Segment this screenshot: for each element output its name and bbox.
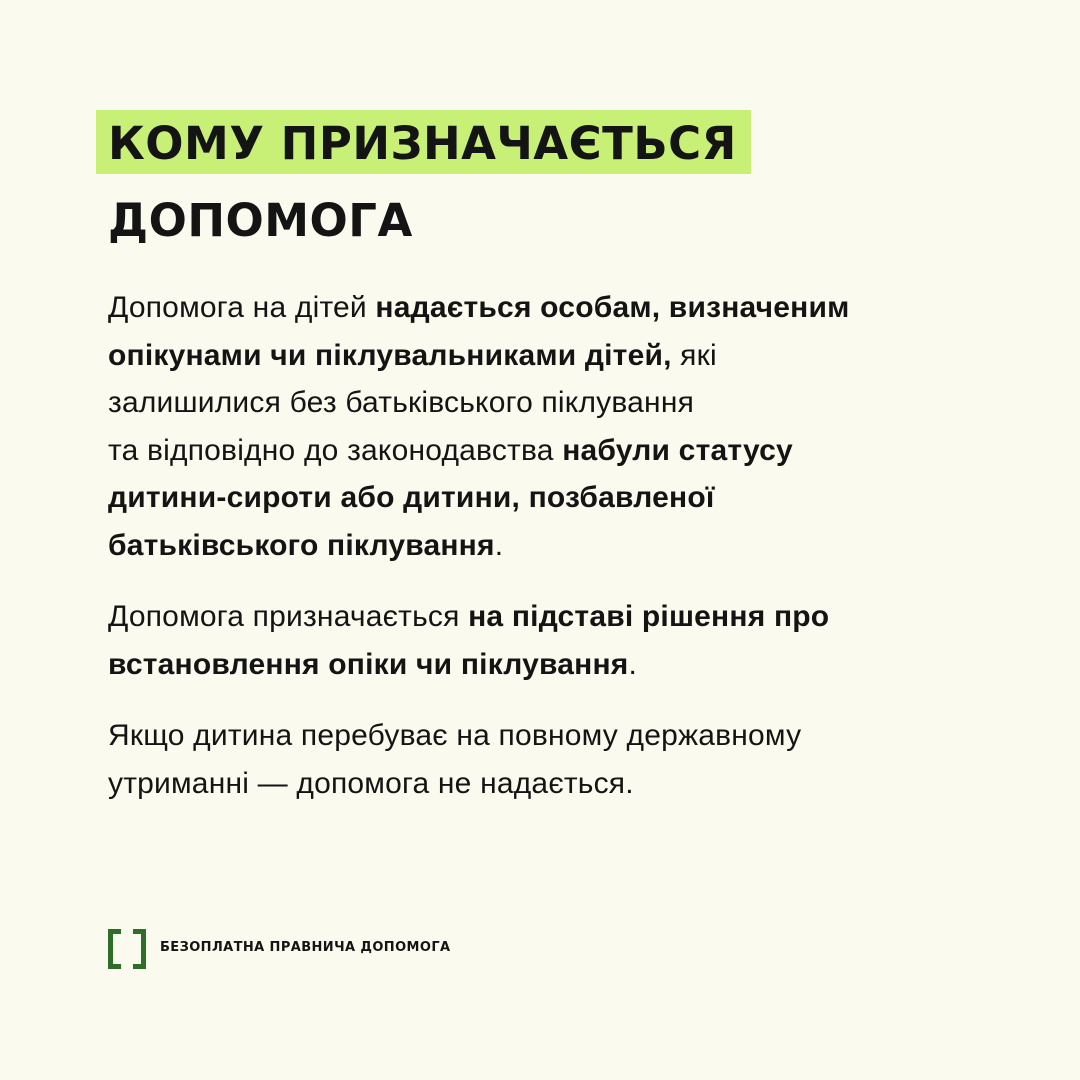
title-second-line: ДОПОМОГА [108,194,413,247]
title-highlighted-line: КОМУ ПРИЗНАЧАЄТЬСЯ [96,110,751,174]
text-line: Якщо дитина перебуває на повному державному [108,719,802,752]
organization-logo [108,929,450,965]
text-line: утриманні — допомога не надається. [108,766,634,800]
text-line: Допомога призначається на підставі рішення про [108,600,830,633]
paragraph-recipients [108,284,1008,569]
text-line: залишилися без батьківського піклування [108,386,695,419]
text-line: дитини-сироти або дитини, позбавленої [108,481,715,514]
page-title [96,110,751,247]
paragraph-basis [108,593,1008,688]
logo-text: БЕЗОПЛАТНА ПРАВНИЧА ДОПОМОГА [160,939,451,955]
bracket-logo-icon [108,929,146,965]
text-line: Допомога на дітей надається особам, визначеним [108,291,850,324]
text-line: встановлення опіки чи піклування. [108,647,638,681]
main-content [108,284,1008,831]
text-line: батьківського піклування. [108,528,504,562]
text-line: опікунами чи піклувальниками дітей, які [108,338,717,372]
text-line: та відповідно до законодавства набули статусу [108,433,793,467]
paragraph-exception [108,712,1008,807]
